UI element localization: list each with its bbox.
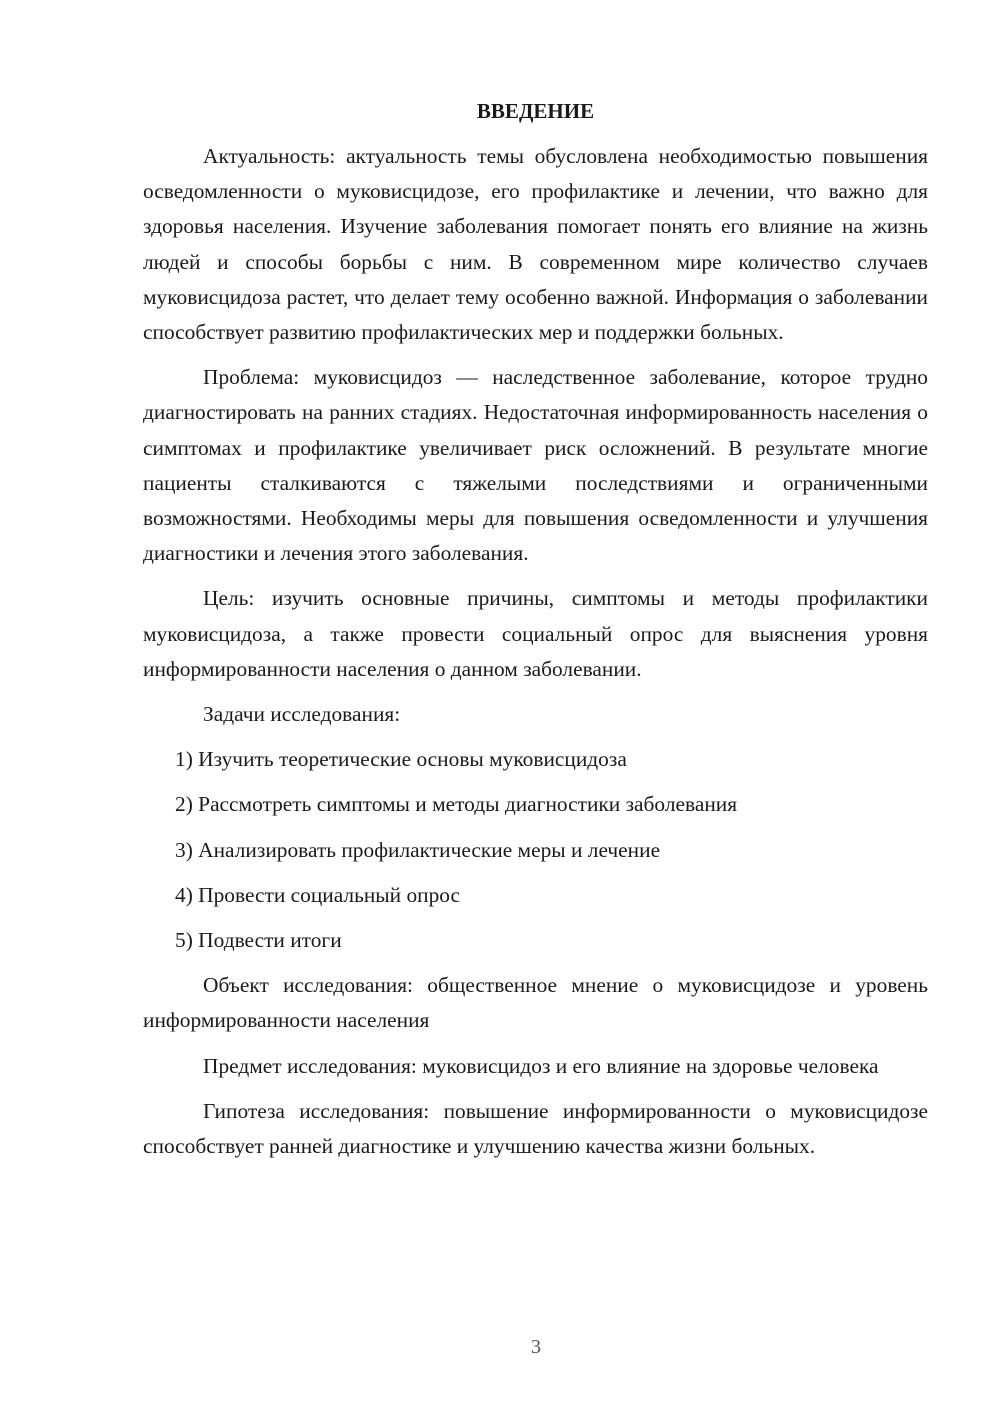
- task-item: 4) Провести социальный опрос: [175, 882, 461, 907]
- relevance-paragraph: Актуальность: актуальность темы обусловлена необходимостью повышения осведомленности о муковисцидозе, его профилактике и лечении, что важно для здоровья населения. Изучение заболевания помогает понять его влияние на жизнь людей и способы борьбы с ним. В современном мире количество случаев муковисцидоза растет, что делает тему особенно важной. Информация о заболевании способствует развитию профилактических мер и поддержки больных.: [143, 144, 928, 345]
- tasks-list: [143, 742, 928, 958]
- subject-paragraph: Предмет исследования: муковисцидоз и его влияние на здоровье человека: [203, 1053, 879, 1078]
- hypothesis-paragraph: Гипотеза исследования: повышение информированности о муковисцидозе способствует ранней диагностике и улучшению качества жизни больных.: [143, 1098, 928, 1159]
- goal-paragraph: Цель: изучить основные причины, симптомы и методы профилактики муковисцидоза, а также провести социальный опрос для выяснения уровня информированности населения о данном заболевании.: [143, 586, 928, 681]
- task-item: 1) Изучить теоретические основы муковисцидоза: [175, 747, 627, 772]
- task-item: 2) Рассмотреть симптомы и методы диагностики заболевания: [175, 792, 738, 817]
- task-item: 3) Анализировать профилактические меры и лечение: [175, 837, 661, 862]
- problem-paragraph: Проблема: муковисцидоз — наследственное заболевание, которое трудно диагностировать на ранних стадиях. Недостаточная информированность населения о симптомах и профилактике увеличивает риск осложнений. В результате многие пациенты сталкиваются с тяжелыми последствиями и ограниченными возможностями. Необходимы меры для повышения осведомленности и улучшения диагностики и лечения этого заболевания.: [143, 365, 928, 566]
- task-item: 5) Подвести итоги: [175, 928, 342, 953]
- page-title: ВВЕДЕНИЕ: [476, 99, 595, 123]
- page-number: 3: [531, 1336, 541, 1358]
- tasks-heading: Задачи исследования:: [203, 702, 401, 727]
- object-paragraph: Объект исследования: общественное мнение о муковисцидозе и уровень информированности населения: [143, 973, 928, 1033]
